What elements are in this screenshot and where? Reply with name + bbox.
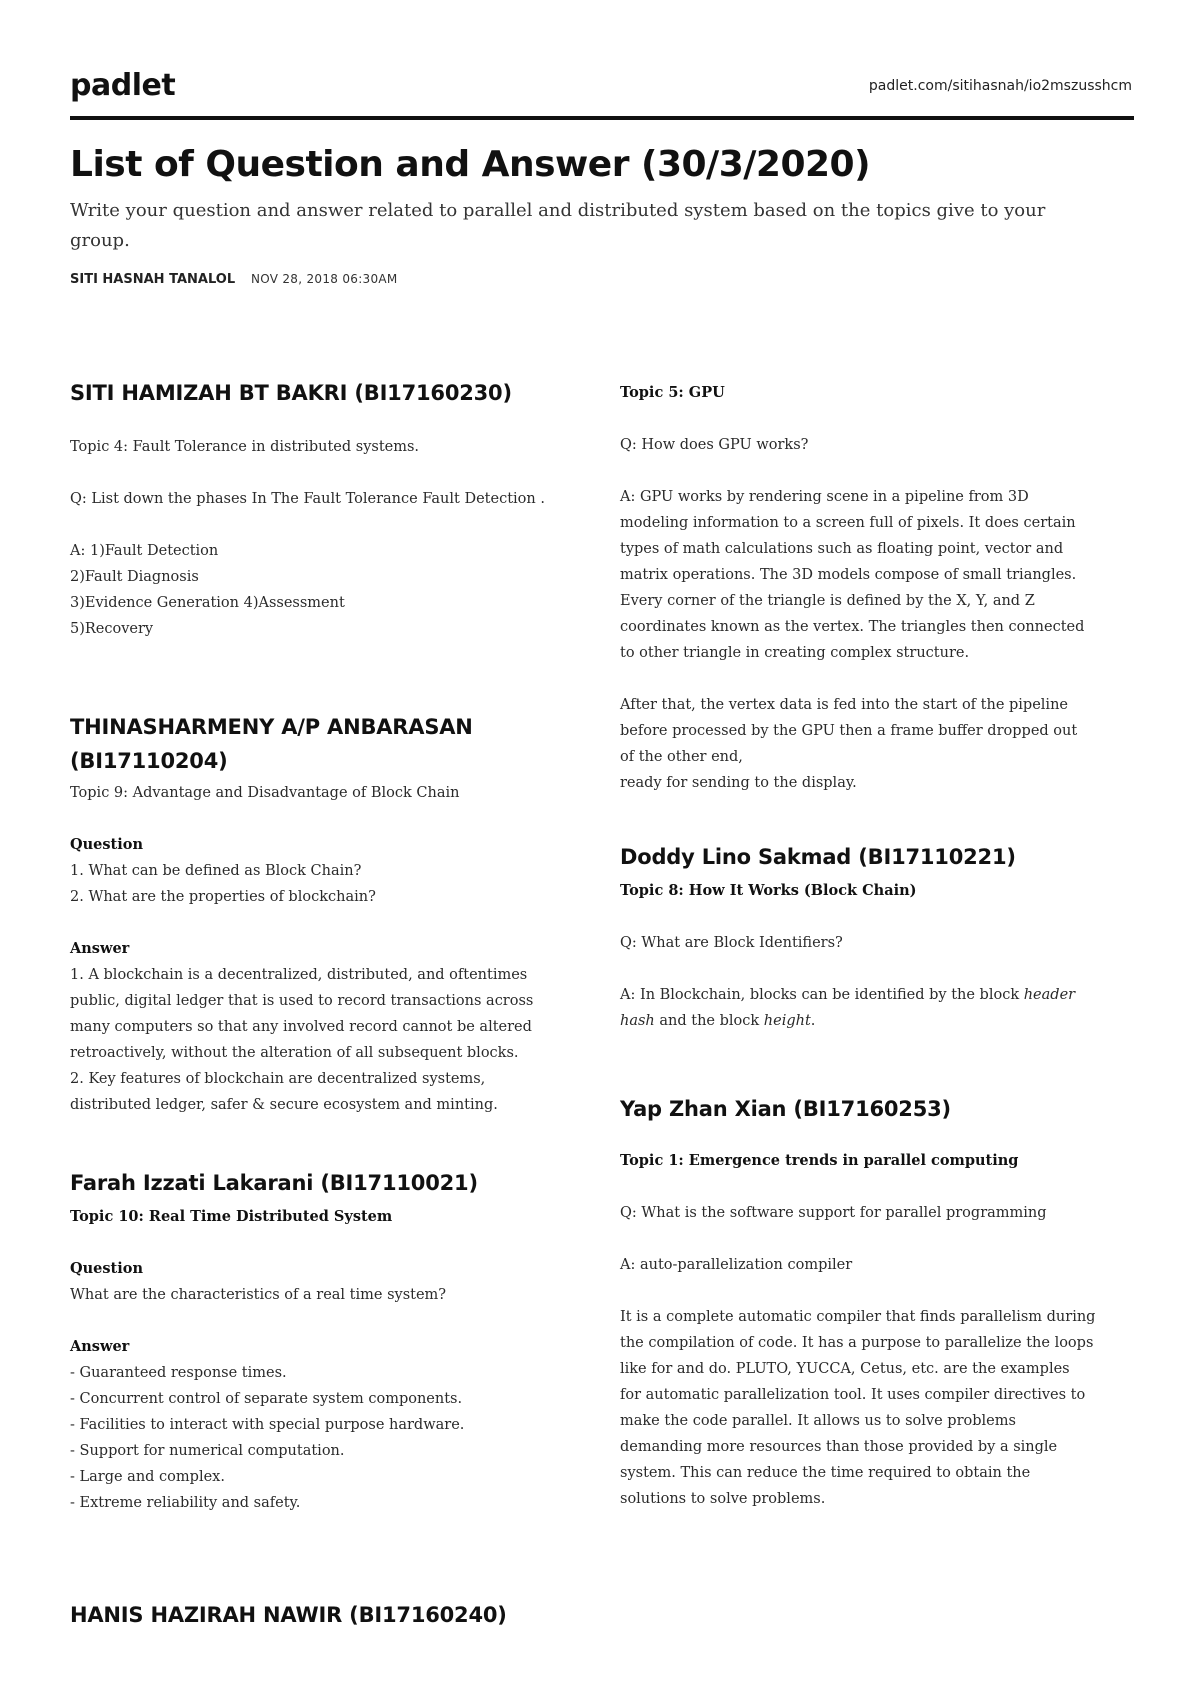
post-topic: Topic 4: Fault Tolerance in distributed systems. bbox=[70, 439, 420, 455]
answer-heading: Answer bbox=[70, 1338, 130, 1355]
answer-line: distributed ledger, safer & secure ecosystem and minting. bbox=[70, 1097, 498, 1113]
detail-line: solutions to solve problems. bbox=[620, 1491, 826, 1507]
post-topic: Topic 1: Emergence trends in parallel computing bbox=[620, 1152, 1019, 1169]
page-header bbox=[70, 64, 1134, 118]
post-topic: Topic 10: Real Time Distributed System bbox=[70, 1208, 393, 1225]
question-heading: Question bbox=[70, 1260, 143, 1277]
answer-line: - Support for numerical computation. bbox=[70, 1443, 345, 1459]
detail-line: make the code parallel. It allows us to solve problems bbox=[620, 1413, 1016, 1429]
post-body bbox=[70, 1204, 590, 1516]
answer-emphasis: height bbox=[763, 1013, 811, 1029]
post-question: Q: What is the software support for parallel programming bbox=[620, 1205, 1047, 1221]
answer-line: of the other end, bbox=[620, 749, 743, 765]
post-body bbox=[620, 380, 1134, 796]
post-farah bbox=[70, 1166, 590, 1516]
answer-line: - Concurrent control of separate system components. bbox=[70, 1391, 463, 1407]
answer-emphasis: header bbox=[1023, 987, 1076, 1003]
answer-line: coordinates known as the vertex. The triangles then connected bbox=[620, 619, 1085, 635]
question-line: 2. What are the properties of blockchain? bbox=[70, 889, 376, 905]
post-question: Q: How does GPU works? bbox=[620, 437, 809, 453]
answer-heading: Answer bbox=[70, 940, 130, 957]
board-date: NOV 28, 2018 06:30AM bbox=[250, 272, 398, 286]
post-yap bbox=[620, 1092, 1134, 1512]
question-line: What are the characteristics of a real time system? bbox=[70, 1287, 447, 1303]
post-body bbox=[620, 878, 1134, 1034]
post-body bbox=[70, 434, 590, 642]
answer-line: 5)Recovery bbox=[70, 621, 154, 637]
answer-emphasis: hash bbox=[620, 1013, 655, 1029]
answer-line: ready for sending to the display. bbox=[620, 775, 857, 791]
header-divider bbox=[70, 116, 1134, 120]
answer-line: matrix operations. The 3D models compose of small triangles. bbox=[620, 567, 1077, 583]
detail-line: It is a complete automatic compiler that finds parallelism during bbox=[620, 1309, 1096, 1325]
post-topic: Topic 8: How It Works (Block Chain) bbox=[620, 882, 917, 899]
board-title: List of Question and Answer (30/3/2020) bbox=[70, 144, 871, 185]
answer-line bbox=[620, 982, 1134, 1008]
answer-line: 1. A blockchain is a decentralized, distributed, and oftentimes bbox=[70, 967, 528, 983]
answer-line: - Facilities to interact with special purpose hardware. bbox=[70, 1417, 465, 1433]
answer-text: A: In Blockchain, blocks can be identified by the block bbox=[620, 987, 1024, 1003]
answer-line: Every corner of the triangle is defined by the X, Y, and Z bbox=[620, 593, 1035, 609]
padlet-logo[interactable]: padlet bbox=[70, 68, 176, 103]
post-question: Q: List down the phases In The Fault Tolerance Fault Detection . bbox=[70, 491, 545, 507]
post-answer: A: auto-parallelization compiler bbox=[620, 1257, 853, 1273]
post-hanis bbox=[70, 1598, 590, 1632]
question-line: 1. What can be defined as Block Chain? bbox=[70, 863, 362, 879]
detail-line: like for and do. PLUTO, YUCCA, Cetus, etc. are the examples bbox=[620, 1361, 1070, 1377]
post-title: Yap Zhan Xian (BI17160253) bbox=[620, 1097, 951, 1121]
answer-line: retroactively, without the alteration of all subsequent blocks. bbox=[70, 1045, 519, 1061]
answer-line: many computers so that any involved record cannot be altered bbox=[70, 1019, 532, 1035]
board-url[interactable]: padlet.com/sitihasnah/io2mszusshcm bbox=[868, 78, 1132, 94]
detail-line: for automatic parallelization tool. It uses compiler directives to bbox=[620, 1387, 1086, 1403]
question-heading: Question bbox=[70, 836, 143, 853]
post-question: Q: What are Block Identifiers? bbox=[620, 935, 843, 951]
post-topic: Topic 9: Advantage and Disadvantage of Block Chain bbox=[70, 785, 460, 801]
answer-line: public, digital ledger that is used to record transactions across bbox=[70, 993, 534, 1009]
answer-line: 2. Key features of blockchain are decentralized systems, bbox=[70, 1071, 486, 1087]
answer-text: and the block bbox=[654, 1013, 764, 1029]
post-title: Farah Izzati Lakarani (BI17110021) bbox=[70, 1171, 478, 1195]
answer-line: before processed by the GPU then a frame buffer dropped out bbox=[620, 723, 1078, 739]
answer-line: - Large and complex. bbox=[70, 1469, 225, 1485]
post-body bbox=[620, 1148, 1134, 1512]
detail-line: system. This can reduce the time required to obtain the bbox=[620, 1465, 1031, 1481]
answer-line: 3)Evidence Generation 4)Assessment bbox=[70, 595, 345, 611]
post-title-line: THINASHARMENY A/P ANBARASAN bbox=[70, 715, 473, 739]
post-thinasharmeny bbox=[70, 710, 590, 1118]
answer-line: A: 1)Fault Detection bbox=[70, 543, 219, 559]
answer-line: to other triangle in creating complex structure. bbox=[620, 645, 970, 661]
post-title: SITI HAMIZAH BT BAKRI (BI17160230) bbox=[70, 381, 512, 405]
post-doddy bbox=[620, 840, 1134, 1034]
post-title: Doddy Lino Sakmad (BI17110221) bbox=[620, 845, 1016, 869]
detail-line: the compilation of code. It has a purpose to parallelize the loops bbox=[620, 1335, 1094, 1351]
answer-line: types of math calculations such as floating point, vector and bbox=[620, 541, 1064, 557]
board-description: Write your question and answer related to parallel and distributed system based on the topics give to your group. bbox=[70, 200, 1046, 251]
post-topic: Topic 5: GPU bbox=[620, 384, 725, 401]
answer-line: - Extreme reliability and safety. bbox=[70, 1495, 301, 1511]
answer-line: 2)Fault Diagnosis bbox=[70, 569, 199, 585]
answer-text: . bbox=[810, 1013, 816, 1029]
answer-line: After that, the vertex data is fed into the start of the pipeline bbox=[620, 697, 1068, 713]
padlet-export-page bbox=[70, 0, 1134, 1697]
answer-line bbox=[620, 1008, 1134, 1034]
board-author: SITI HASNAH TANALOL bbox=[70, 272, 236, 287]
answer-line: A: GPU works by rendering scene in a pipeline from 3D bbox=[620, 489, 1029, 505]
post-body bbox=[70, 780, 590, 1118]
post-gpu bbox=[620, 380, 1134, 796]
answer-line: - Guaranteed response times. bbox=[70, 1365, 287, 1381]
board-meta bbox=[70, 272, 398, 287]
answer-line: modeling information to a screen full of pixels. It does certain bbox=[620, 515, 1076, 531]
post-title-line: (BI17110204) bbox=[70, 749, 228, 773]
detail-line: demanding more resources than those provided by a single bbox=[620, 1439, 1058, 1455]
post-title: HANIS HAZIRAH NAWIR (BI17160240) bbox=[70, 1603, 507, 1627]
post-hamizah bbox=[70, 376, 590, 642]
